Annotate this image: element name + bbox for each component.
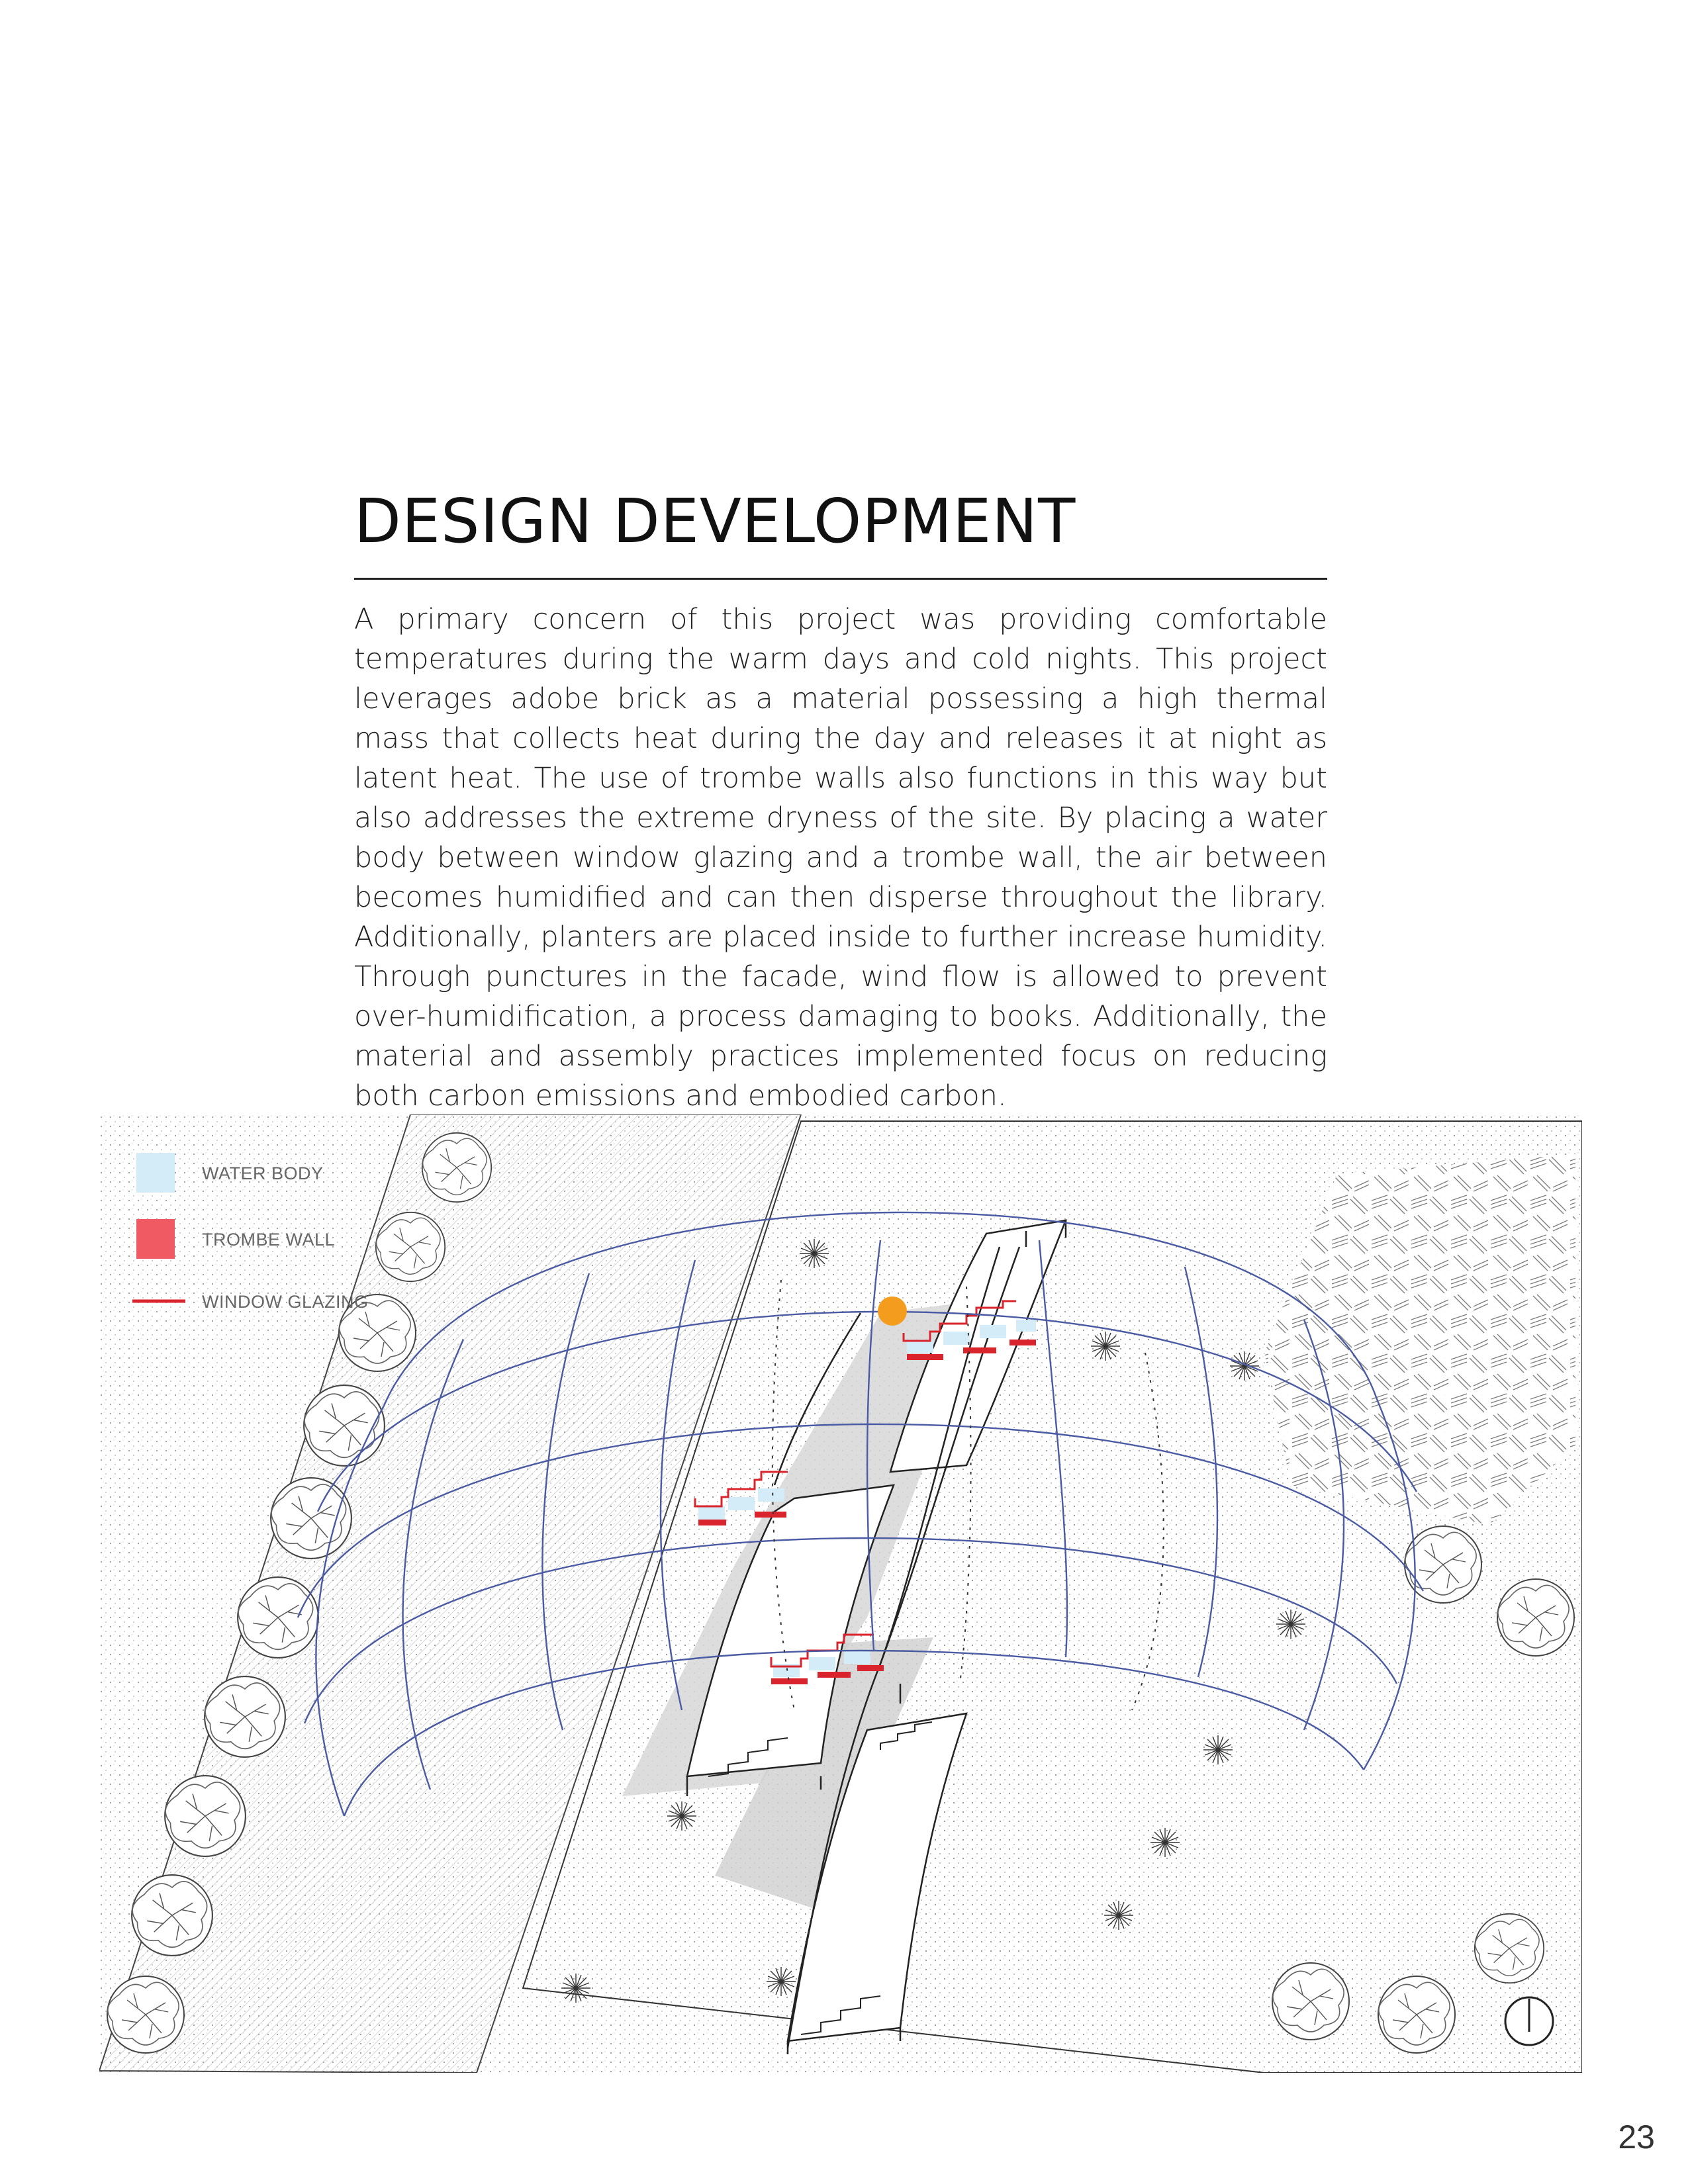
water-body xyxy=(758,1488,784,1502)
sun-icon xyxy=(878,1297,907,1326)
water-body xyxy=(698,1506,725,1520)
legend-swatch-water-body xyxy=(136,1153,175,1193)
legend-label-window-glazing: WINDOW GLAZING xyxy=(202,1292,369,1312)
page-number: 23 xyxy=(1618,2118,1655,2156)
legend-label-water-body: WATER BODY xyxy=(202,1163,324,1183)
title-divider xyxy=(354,578,1327,580)
water-body xyxy=(728,1497,755,1510)
trombe-wall xyxy=(755,1512,786,1518)
north-arrow-icon xyxy=(1505,1997,1553,2045)
page-title: DESIGN DEVELOPMENT xyxy=(354,486,1076,557)
legend-label-trombe-wall: TROMBE WALL xyxy=(202,1230,336,1250)
site-axonometric-diagram xyxy=(99,1115,1582,2073)
legend-swatch-trombe-wall xyxy=(136,1219,175,1259)
trombe-wall xyxy=(698,1520,726,1525)
body-paragraph: A primary concern of this project was providing comfortable temperatures during the warm days and cold nights. This project leverages adobe brick as a material possessing a high thermal mass that collects heat during the day and releases it at night as latent heat. The use of trombe walls also functions in this way but also addresses the extreme dryness of the site. By placing a water body between window glazing and a trombe wall, the air between becomes humidified and can then disperse throughout the library. Additionally, planters are placed inside to further increase humidity. Through punctures in the facade, wind flow is allowed to prevent over-humidification, a process damaging to books. Additionally, the material and assembly practices implemented focus on reducing both carbon emissions and embodied carbon. xyxy=(354,603,1327,1113)
